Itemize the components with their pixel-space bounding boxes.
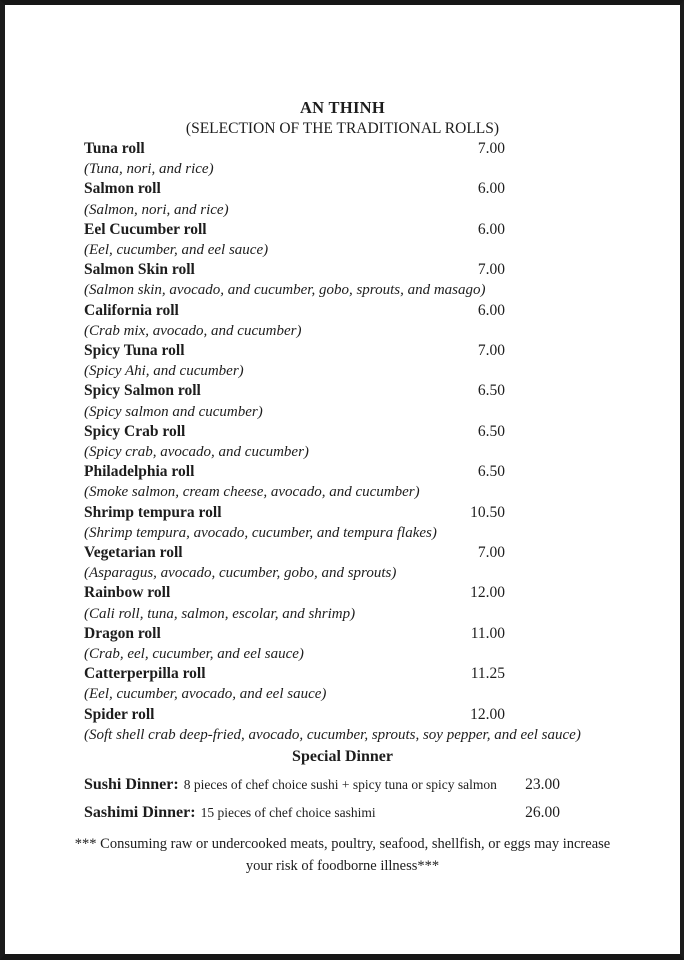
- menu-item-name: Spicy Tuna roll: [84, 342, 185, 360]
- special-dinner-name: Sashimi Dinner:: [84, 804, 196, 822]
- menu-item: [84, 664, 680, 704]
- menu-item-row: [84, 220, 505, 240]
- menu-item-price: 12.00: [470, 584, 505, 602]
- menu-item-row: [84, 341, 505, 361]
- menu-item-price: 6.00: [477, 301, 505, 319]
- menu-item-name: Eel Cucumber roll: [84, 220, 207, 238]
- menu-item-name: Shrimp tempura roll: [84, 503, 222, 521]
- menu-item-row: [84, 503, 505, 523]
- menu-item-description: (Asparagus, avocado, cucumber, gobo, and sprouts): [84, 565, 397, 582]
- special-dinner-item: [84, 802, 560, 823]
- menu-item-description: (Crab mix, avocado, and cucumber): [84, 322, 302, 339]
- menu-item-description: (Eel, cucumber, and eel sauce): [84, 242, 269, 259]
- menu-item-name: Catterperpilla roll: [84, 665, 206, 683]
- menu-item: [84, 341, 680, 381]
- special-dinner-list: [84, 774, 680, 823]
- menu-item-name: Dragon roll: [84, 624, 161, 642]
- special-dinner-price: 26.00: [525, 804, 560, 822]
- menu-item: [84, 422, 680, 462]
- menu-item-price: 6.00: [477, 220, 505, 238]
- menu-item: [84, 543, 680, 583]
- menu-item: [84, 220, 680, 260]
- menu-item: [84, 503, 680, 543]
- menu-item-name: Tuna roll: [84, 140, 145, 157]
- menu-item-row: [84, 583, 505, 603]
- menu-item: [84, 260, 680, 300]
- menu-item-row: [84, 422, 505, 442]
- menu-item-description: (Salmon skin, avocado, and cucumber, gobo, sprouts, and masago): [84, 282, 486, 299]
- menu-item-price: 7.00: [477, 261, 505, 279]
- menu-item-price: 11.25: [470, 665, 505, 683]
- menu-item-description: (Tuna, nori, and rice): [84, 161, 214, 178]
- menu-item-price: 7.00: [477, 342, 505, 360]
- restaurant-name: AN THINH: [299, 98, 386, 117]
- menu-item-name: Spider roll: [84, 705, 155, 723]
- disclaimer-line-2: your risk of foodborne illness***: [245, 858, 440, 875]
- menu-item-row: [84, 705, 505, 725]
- menu-item-price: 6.50: [477, 382, 505, 400]
- special-dinner-heading: Special Dinner: [292, 748, 393, 766]
- menu-item-row: [84, 301, 505, 321]
- menu-item-price: 7.00: [477, 544, 505, 562]
- menu-item-name: Vegetarian roll: [84, 544, 183, 562]
- special-dinner-name: Sushi Dinner:: [84, 776, 179, 794]
- menu-item-row: [84, 139, 505, 159]
- menu-item-price: 12.00: [470, 705, 505, 723]
- menu-item-description: (Spicy Ahi, and cucumber): [84, 363, 244, 380]
- menu-item-name: Salmon roll: [84, 180, 161, 198]
- special-dinner-description: 8 pieces of chef choice sushi + spicy tuna or spicy salmon: [183, 777, 497, 793]
- menu-item: [84, 462, 680, 502]
- menu-item-price: 7.00: [477, 140, 505, 157]
- menu-item-row: [84, 260, 505, 280]
- menu-section-subtitle: (SELECTION OF THE TRADITIONAL ROLLS): [185, 120, 500, 137]
- menu-item-price: 6.50: [477, 422, 505, 440]
- menu-item-description: (Soft shell crab deep-fried, avocado, cucumber, sprouts, soy pepper, and eel sauce): [84, 726, 581, 743]
- rolls-list: [84, 139, 680, 745]
- menu-item-name: California roll: [84, 301, 179, 319]
- menu-item-name: Spicy Crab roll: [84, 422, 186, 440]
- menu-item-row: [84, 462, 505, 482]
- menu-item: [84, 705, 680, 745]
- menu-item-description: (Cali roll, tuna, salmon, escolar, and shrimp): [84, 605, 356, 622]
- menu-item: [84, 583, 680, 623]
- menu-item: [84, 139, 680, 179]
- menu-item-row: [84, 664, 505, 684]
- menu-item: [84, 381, 680, 421]
- menu-item: [84, 179, 680, 219]
- menu-item-description: (Smoke salmon, cream cheese, avocado, and cucumber): [84, 484, 420, 501]
- disclaimer: [5, 833, 680, 877]
- menu-item-description: (Crab, eel, cucumber, and eel sauce): [84, 646, 304, 663]
- menu-item-name: Spicy Salmon roll: [84, 382, 201, 400]
- menu-item-row: [84, 543, 505, 563]
- menu-item: [84, 624, 680, 664]
- disclaimer-line-1: *** Consuming raw or undercooked meats, poultry, seafood, shellfish, or eggs may increase: [74, 836, 611, 853]
- menu-item-row: [84, 179, 505, 199]
- special-dinner-price: 23.00: [525, 776, 560, 794]
- special-dinner-item: [84, 774, 560, 795]
- menu-item-description: (Salmon, nori, and rice): [84, 201, 229, 218]
- menu-item-row: [84, 381, 505, 401]
- menu-item-description: (Spicy crab, avocado, and cucumber): [84, 444, 309, 461]
- menu-item-name: Rainbow roll: [84, 584, 171, 602]
- menu-item-name: Philadelphia roll: [84, 463, 195, 481]
- menu-item-description: (Spicy salmon and cucumber): [84, 403, 263, 420]
- menu-item: [84, 301, 680, 341]
- menu-item-price: 6.50: [477, 463, 505, 481]
- special-dinner-description: 15 pieces of chef choice sashimi: [200, 805, 376, 821]
- menu-item-description: (Shrimp tempura, avocado, cucumber, and tempura flakes): [84, 524, 437, 541]
- menu-item-price: 11.00: [470, 624, 505, 642]
- menu-item-name: Salmon Skin roll: [84, 261, 195, 279]
- menu-item-price: 10.50: [470, 503, 505, 521]
- menu-item-description: (Eel, cucumber, avocado, and eel sauce): [84, 686, 327, 703]
- menu-item-row: [84, 624, 505, 644]
- menu-item-price: 6.00: [477, 180, 505, 198]
